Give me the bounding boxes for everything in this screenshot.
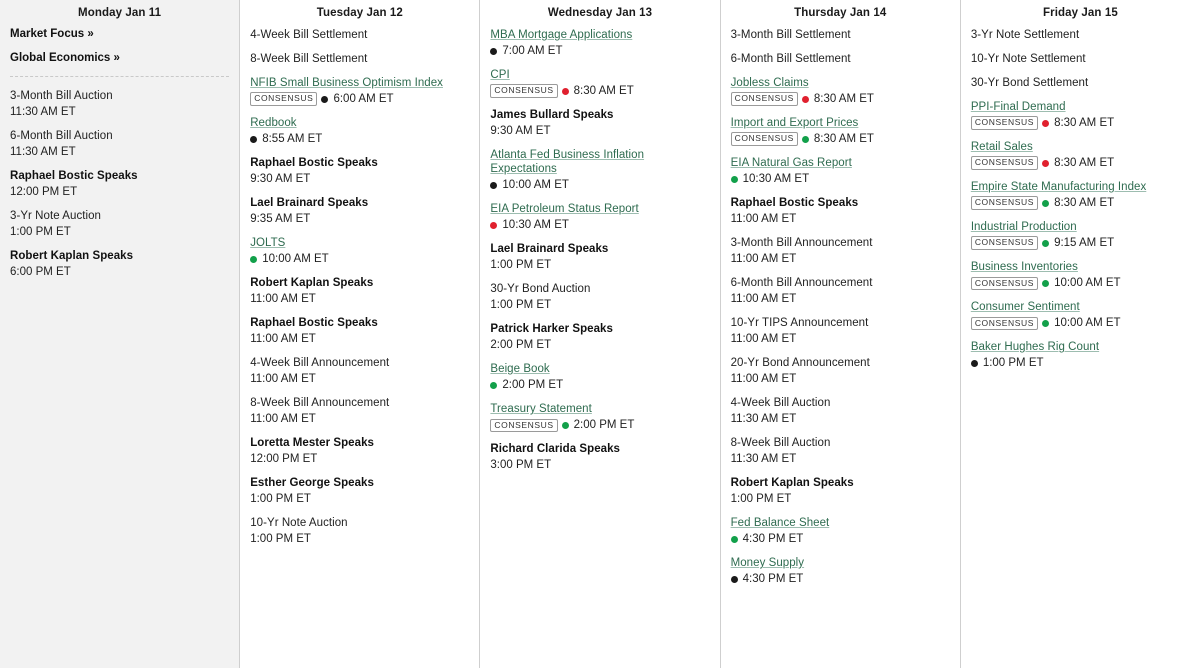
calendar-event xyxy=(490,202,709,232)
status-dot-icon xyxy=(1042,160,1049,167)
event-title[interactable]: Industrial Production xyxy=(970,221,1077,234)
event-meta xyxy=(250,92,469,106)
event-time: 11:00 AM ET xyxy=(730,213,797,226)
calendar-event xyxy=(971,260,1190,290)
calendar-event xyxy=(490,322,709,352)
event-time: 11:00 AM ET xyxy=(250,293,316,306)
status-dot-icon xyxy=(1042,280,1049,287)
event-time: 9:15 AM ET xyxy=(1054,237,1115,250)
event-title[interactable]: Atlanta Fed Business Inflation Expectations xyxy=(490,149,645,176)
calendar-event xyxy=(250,436,469,466)
event-time: 6:00 AM ET xyxy=(333,93,394,106)
calendar-event xyxy=(731,476,950,506)
event-time: 10:00 AM ET xyxy=(1054,317,1121,330)
event-meta xyxy=(731,492,950,506)
event-meta xyxy=(250,132,469,146)
event-meta xyxy=(731,372,950,386)
event-time: 8:30 AM ET xyxy=(1054,157,1115,170)
event-meta xyxy=(490,218,709,232)
calendar-event xyxy=(731,436,950,466)
event-title: 6-Month Bill Announcement xyxy=(730,277,873,290)
event-time: 1:00 PM ET xyxy=(250,493,311,506)
event-time: 2:00 PM ET xyxy=(490,339,552,352)
event-time: 10:00 AM ET xyxy=(1054,277,1121,290)
event-time: 10:00 AM ET xyxy=(502,179,569,192)
event-title: Robert Kaplan Speaks xyxy=(730,477,854,490)
calendar-event xyxy=(490,362,709,392)
calendar-event xyxy=(731,76,950,106)
event-time: 8:30 AM ET xyxy=(1054,197,1115,210)
event-time: 12:00 PM ET xyxy=(250,453,318,466)
calendar-event xyxy=(250,116,469,146)
event-title: 8-Week Bill Auction xyxy=(730,437,831,450)
event-title: 3-Month Bill Settlement xyxy=(730,29,851,41)
calendar-event xyxy=(10,249,229,279)
status-dot-icon xyxy=(1042,240,1049,247)
calendar-event xyxy=(731,52,950,66)
calendar-event xyxy=(731,516,950,546)
event-meta xyxy=(731,572,950,586)
event-title: 6-Month Bill Auction xyxy=(10,130,113,143)
status-dot-icon xyxy=(562,88,569,95)
event-list xyxy=(0,28,239,279)
calendar-event xyxy=(250,396,469,426)
event-meta xyxy=(731,132,950,146)
event-title[interactable]: Business Inventories xyxy=(970,261,1078,274)
day-header: Monday Jan 11 xyxy=(78,7,162,19)
calendar-event xyxy=(731,396,950,426)
section-link[interactable]: Market Focus » xyxy=(10,28,94,40)
event-meta xyxy=(490,338,709,352)
event-title: 3-Month Bill Auction xyxy=(10,90,113,102)
event-list xyxy=(961,28,1200,370)
event-meta xyxy=(10,265,229,279)
status-dot-icon xyxy=(490,182,497,189)
event-meta xyxy=(490,258,709,272)
event-meta xyxy=(490,84,709,98)
event-meta xyxy=(971,196,1190,210)
event-meta xyxy=(10,145,229,159)
event-title[interactable]: Retail Sales xyxy=(970,141,1033,154)
event-time: 11:00 AM ET xyxy=(730,293,797,306)
event-time: 1:00 PM ET xyxy=(982,357,1044,370)
event-time: 9:30 AM ET xyxy=(250,173,311,186)
event-time: 8:30 AM ET xyxy=(573,85,634,98)
event-time: 11:00 AM ET xyxy=(730,373,797,386)
event-title: Lael Brainard Speaks xyxy=(490,243,609,256)
consensus-badge[interactable]: CONSENSUS xyxy=(490,419,557,432)
event-title: 4-Week Bill Settlement xyxy=(250,29,368,41)
event-list xyxy=(721,28,960,586)
event-time: 11:00 AM ET xyxy=(250,373,316,386)
event-meta xyxy=(250,532,469,546)
event-meta xyxy=(250,292,469,306)
event-title: Robert Kaplan Speaks xyxy=(10,250,134,263)
status-dot-icon xyxy=(971,360,978,367)
status-dot-icon xyxy=(490,222,497,229)
calendar-event xyxy=(250,476,469,506)
status-dot-icon xyxy=(731,576,738,583)
day-column xyxy=(961,0,1200,668)
calendar-event xyxy=(490,148,709,192)
event-meta xyxy=(971,356,1190,370)
calendar-event xyxy=(250,276,469,306)
calendar-event xyxy=(10,169,229,199)
calendar-event xyxy=(971,180,1190,210)
calendar-event xyxy=(490,442,709,472)
event-time: 2:00 PM ET xyxy=(502,379,564,392)
event-meta xyxy=(250,332,469,346)
status-dot-icon xyxy=(1042,200,1049,207)
calendar-event xyxy=(10,89,229,119)
event-time: 11:30 AM ET xyxy=(730,413,797,426)
event-title[interactable]: Consumer Sentiment xyxy=(970,301,1080,314)
consensus-badge[interactable]: CONSENSUS xyxy=(731,92,798,105)
day-column xyxy=(0,0,240,668)
calendar-event xyxy=(250,76,469,106)
event-meta xyxy=(971,156,1190,170)
event-title: Robert Kaplan Speaks xyxy=(250,277,374,290)
event-time: 8:30 AM ET xyxy=(1054,117,1115,130)
status-dot-icon xyxy=(731,536,738,543)
event-meta xyxy=(971,276,1190,290)
event-time: 8:30 AM ET xyxy=(813,93,874,106)
calendar-event xyxy=(250,516,469,546)
event-meta xyxy=(10,225,229,239)
event-title[interactable]: Beige Book xyxy=(490,363,550,376)
event-meta xyxy=(250,412,469,426)
event-time: 4:30 PM ET xyxy=(742,573,804,586)
event-title: Loretta Mester Speaks xyxy=(250,437,374,450)
calendar-event xyxy=(971,140,1190,170)
event-time: 2:00 PM ET xyxy=(573,419,635,432)
event-time: 9:30 AM ET xyxy=(490,125,551,138)
event-time: 11:30 AM ET xyxy=(10,146,76,159)
calendar-event xyxy=(250,196,469,226)
event-meta xyxy=(971,236,1190,250)
event-title[interactable]: EIA Natural Gas Report xyxy=(730,157,852,170)
calendar-event xyxy=(971,340,1190,370)
event-time: 1:00 PM ET xyxy=(490,299,552,312)
event-title: Esther George Speaks xyxy=(250,477,374,490)
event-title: 4-Week Bill Announcement xyxy=(250,357,390,370)
event-meta xyxy=(250,492,469,506)
event-meta xyxy=(10,185,229,199)
event-title: Raphael Bostic Speaks xyxy=(250,157,378,170)
calendar-event xyxy=(250,28,469,42)
status-dot-icon xyxy=(321,96,328,103)
event-meta xyxy=(10,105,229,119)
event-meta xyxy=(731,172,950,186)
event-time: 8:30 AM ET xyxy=(813,133,874,146)
calendar-event xyxy=(731,556,950,586)
event-time: 11:00 AM ET xyxy=(250,333,316,346)
event-time: 11:30 AM ET xyxy=(730,453,797,466)
event-meta xyxy=(971,116,1190,130)
event-time: 1:00 PM ET xyxy=(730,493,792,506)
event-list xyxy=(240,28,479,546)
day-column xyxy=(721,0,961,668)
consensus-badge[interactable]: CONSENSUS xyxy=(971,236,1038,249)
event-time: 11:30 AM ET xyxy=(10,106,76,119)
status-dot-icon xyxy=(1042,120,1049,127)
status-dot-icon xyxy=(802,96,809,103)
event-title: Raphael Bostic Speaks xyxy=(250,317,378,330)
calendar-event xyxy=(971,52,1190,66)
event-title[interactable]: Baker Hughes Rig Count xyxy=(970,341,1100,354)
event-title: 10-Yr Note Settlement xyxy=(970,53,1086,66)
event-title[interactable]: MBA Mortgage Applications xyxy=(490,29,633,41)
event-title: James Bullard Speaks xyxy=(490,109,614,122)
calendar-event xyxy=(731,116,950,146)
calendar-event xyxy=(250,316,469,346)
calendar-event xyxy=(971,220,1190,250)
consensus-badge[interactable]: CONSENSUS xyxy=(250,92,317,105)
event-meta xyxy=(250,212,469,226)
day-header: Friday Jan 15 xyxy=(1043,7,1118,19)
event-list xyxy=(480,28,719,472)
calendar-event xyxy=(971,28,1190,42)
event-meta xyxy=(250,372,469,386)
event-meta xyxy=(731,452,950,466)
event-time: 3:00 PM ET xyxy=(490,459,552,472)
event-meta xyxy=(250,172,469,186)
calendar-event xyxy=(250,236,469,266)
calendar-event xyxy=(731,316,950,346)
event-meta xyxy=(250,452,469,466)
event-time: 8:55 AM ET xyxy=(262,133,323,146)
event-time: 11:00 AM ET xyxy=(730,253,797,266)
calendar-event xyxy=(10,209,229,239)
event-title: 8-Week Bill Settlement xyxy=(250,53,368,66)
calendar-event xyxy=(731,236,950,266)
event-meta xyxy=(490,44,709,58)
section-divider xyxy=(10,76,229,77)
calendar-event xyxy=(490,242,709,272)
calendar-event xyxy=(490,28,709,58)
section-link[interactable]: Global Economics » xyxy=(10,52,120,64)
event-time: 1:00 PM ET xyxy=(10,226,71,239)
consensus-badge[interactable]: CONSENSUS xyxy=(971,156,1038,169)
consensus-badge[interactable]: CONSENSUS xyxy=(971,317,1038,330)
event-meta xyxy=(731,332,950,346)
event-title: 8-Week Bill Announcement xyxy=(250,397,390,410)
event-meta xyxy=(731,212,950,226)
event-title[interactable]: Treasury Statement xyxy=(490,403,592,416)
calendar-event xyxy=(731,156,950,186)
event-title[interactable]: Jobless Claims xyxy=(730,77,809,90)
event-title[interactable]: CPI xyxy=(490,69,510,82)
event-time: 10:00 AM ET xyxy=(262,253,329,266)
event-title[interactable]: Empire State Manufacturing Index xyxy=(970,181,1147,194)
status-dot-icon xyxy=(1042,320,1049,327)
day-header: Wednesday Jan 13 xyxy=(547,7,653,19)
calendar-event xyxy=(731,356,950,386)
event-meta xyxy=(731,92,950,106)
consensus-badge[interactable]: CONSENSUS xyxy=(971,277,1038,290)
event-meta xyxy=(250,252,469,266)
event-meta xyxy=(731,292,950,306)
calendar-event xyxy=(971,300,1190,330)
event-title: 30-Yr Bond Settlement xyxy=(970,77,1089,90)
event-time: 1:00 PM ET xyxy=(490,259,552,272)
calendar-event xyxy=(971,76,1190,90)
calendar-event xyxy=(250,156,469,186)
event-time: 11:00 AM ET xyxy=(250,413,316,426)
event-title[interactable]: PPI-Final Demand xyxy=(970,101,1066,114)
event-meta xyxy=(490,418,709,432)
event-title: 10-Yr TIPS Announcement xyxy=(730,317,869,330)
event-meta xyxy=(490,298,709,312)
calendar-event xyxy=(10,129,229,159)
event-meta xyxy=(490,378,709,392)
calendar-event xyxy=(490,108,709,138)
event-time: 12:00 PM ET xyxy=(10,186,78,199)
calendar-event xyxy=(731,28,950,42)
calendar-event xyxy=(971,100,1190,130)
event-time: 6:00 PM ET xyxy=(10,266,71,279)
event-time: 11:00 AM ET xyxy=(730,333,797,346)
calendar-event xyxy=(731,276,950,306)
event-time: 4:30 PM ET xyxy=(742,533,804,546)
consensus-badge[interactable]: CONSENSUS xyxy=(731,132,798,145)
calendar-event xyxy=(731,196,950,226)
event-time: 10:30 AM ET xyxy=(742,173,810,186)
event-title[interactable]: Import and Export Prices xyxy=(730,117,859,130)
event-meta xyxy=(731,532,950,546)
event-meta xyxy=(490,458,709,472)
event-time: 1:00 PM ET xyxy=(250,533,311,546)
event-meta xyxy=(731,412,950,426)
status-dot-icon xyxy=(562,422,569,429)
event-meta xyxy=(490,178,709,192)
calendar-event xyxy=(490,402,709,432)
event-time: 9:35 AM ET xyxy=(250,213,311,226)
calendar-event xyxy=(250,52,469,66)
event-title: Raphael Bostic Speaks xyxy=(730,197,859,210)
status-dot-icon xyxy=(250,136,257,143)
event-title: Patrick Harker Speaks xyxy=(490,323,613,336)
event-title: Lael Brainard Speaks xyxy=(250,197,369,210)
event-title[interactable]: Fed Balance Sheet xyxy=(730,517,830,530)
event-title[interactable]: JOLTS xyxy=(250,237,286,250)
event-title: Richard Clarida Speaks xyxy=(490,443,620,456)
event-title: Raphael Bostic Speaks xyxy=(10,170,138,183)
event-time: 10:30 AM ET xyxy=(502,219,569,232)
status-dot-icon xyxy=(490,382,497,389)
event-meta xyxy=(971,316,1190,330)
event-title: 3-Yr Note Settlement xyxy=(970,29,1080,41)
status-dot-icon xyxy=(802,136,809,143)
event-title: 3-Month Bill Announcement xyxy=(730,237,873,250)
event-title: 4-Week Bill Auction xyxy=(730,397,831,410)
event-title[interactable]: Money Supply xyxy=(730,557,805,570)
event-title[interactable]: NFIB Small Business Optimism Index xyxy=(250,77,443,90)
event-title: 20-Yr Bond Announcement xyxy=(730,357,870,370)
day-header: Tuesday Jan 12 xyxy=(316,7,403,19)
day-header: Thursday Jan 14 xyxy=(794,7,887,19)
status-dot-icon xyxy=(731,176,738,183)
event-title: 3-Yr Note Auction xyxy=(10,210,101,223)
event-title[interactable]: Redbook xyxy=(250,117,297,130)
event-meta xyxy=(490,124,709,138)
status-dot-icon xyxy=(250,256,257,263)
event-title: 6-Month Bill Settlement xyxy=(730,53,851,66)
consensus-badge[interactable]: CONSENSUS xyxy=(490,84,557,97)
day-column xyxy=(480,0,720,668)
consensus-badge[interactable]: CONSENSUS xyxy=(971,116,1038,129)
event-time: 7:00 AM ET xyxy=(502,45,563,58)
event-title: 30-Yr Bond Auction xyxy=(490,283,591,296)
consensus-badge[interactable]: CONSENSUS xyxy=(971,196,1038,209)
calendar-event xyxy=(490,282,709,312)
status-dot-icon xyxy=(490,48,497,55)
calendar-event xyxy=(250,356,469,386)
calendar-event xyxy=(490,68,709,98)
event-title[interactable]: EIA Petroleum Status Report xyxy=(490,203,639,216)
event-title: 10-Yr Note Auction xyxy=(250,517,348,530)
event-meta xyxy=(731,252,950,266)
day-column xyxy=(240,0,480,668)
